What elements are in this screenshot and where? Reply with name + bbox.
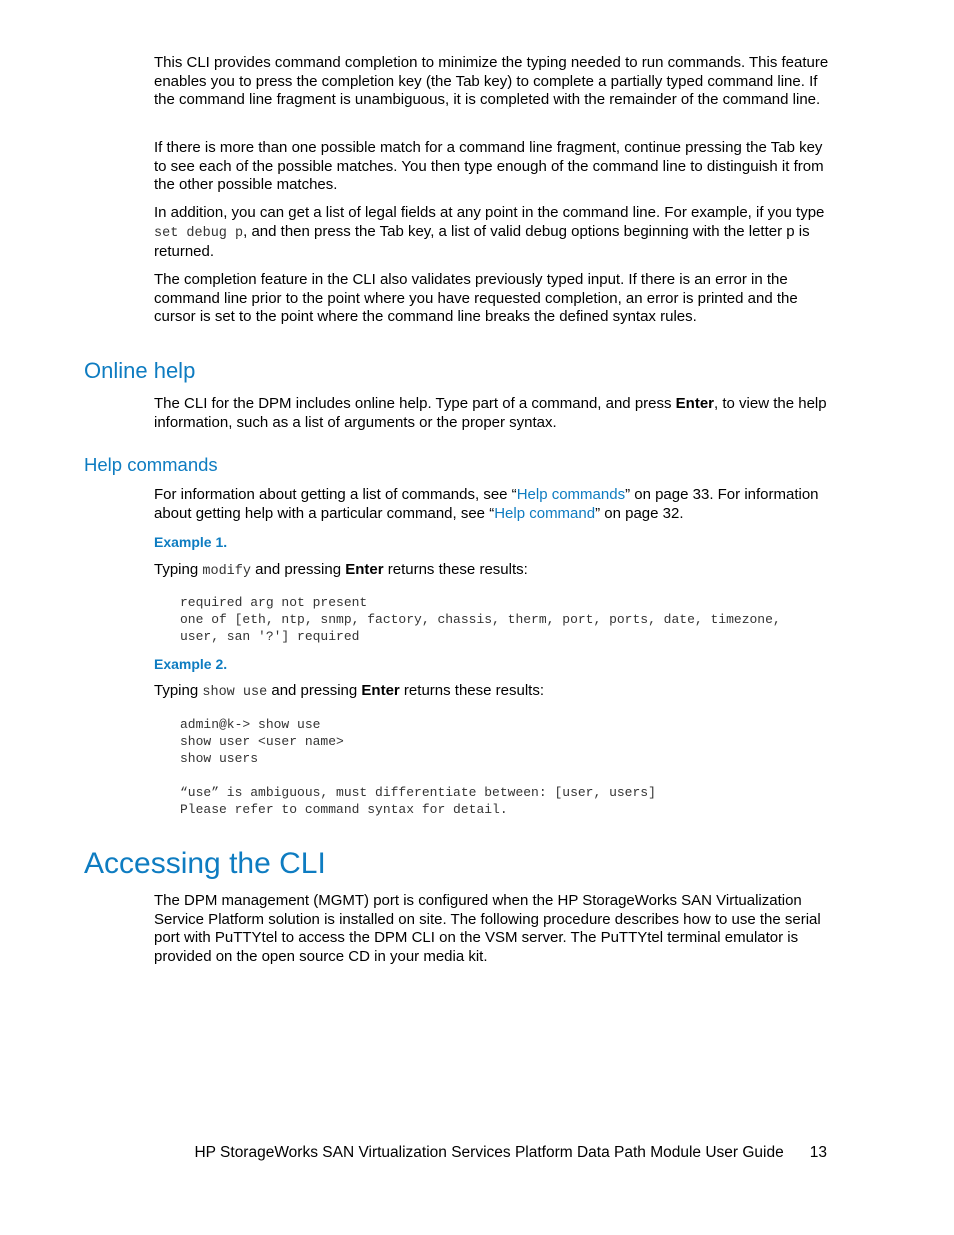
subsection-heading-help-commands: Help commands xyxy=(84,454,218,475)
example-1-label: Example 1. xyxy=(154,534,228,550)
example-2-description xyxy=(154,682,834,703)
intro-paragraph-4: The completion feature in the CLI also validates previously typed input. If there is an error in the command line prior to the point where you have requested completion, an error is printed and the cursor is set to the point where the command line breaks the defined syntax rules. xyxy=(154,271,798,326)
help-commands-paragraph xyxy=(154,486,834,523)
intro-paragraph-1: This CLI provides command completion to minimize the typing needed to run commands. This feature enables you to press the completion key (the Tab key) to complete a partially typed command line. If the command line fragment is unambiguous, it is completed with the remainder of the command line. xyxy=(154,54,829,109)
example-2-text-post: returns these results: xyxy=(399,682,544,699)
help-commands-text-2: ” on page 33. For information about getting help with a particular command, see “ xyxy=(154,486,819,522)
example-2-code-block: admin@k-> show use show user <user name> show users “use” is ambiguous, must differentiate between: [user, users] Please refer to command syntax for detail. xyxy=(180,717,656,817)
help-command-link[interactable]: Help command xyxy=(494,504,596,522)
intro-paragraph-2: If there is more than one possible match for a command line fragment, continue pressing the Tab key to see each of the possible matches. You then type enough of the command line to distinguish it from the other possible matches. xyxy=(154,139,824,194)
online-help-text-post: , to view the help information, such as a list of arguments or the proper syntax. xyxy=(154,395,827,431)
accessing-paragraph: The DPM management (MGMT) port is configured when the HP StorageWorks SAN Virtualization Service Platform solution is installed on site. The following procedure describes how to use the serial port with PuTTYtel to access the DPM CLI on the VSM server. The PuTTYtel terminal emulator is provided on the open source CD in your media kit. xyxy=(154,892,821,965)
page-number: 13 xyxy=(809,1144,827,1161)
footer-guide-title: HP StorageWorks SAN Virtualization Services Platform Data Path Module User Guide xyxy=(194,1144,784,1161)
inline-code-modify: modify xyxy=(202,564,251,579)
example-1-text-post: returns these results: xyxy=(383,561,528,578)
chapter-heading-accessing-the-cli: Accessing the CLI xyxy=(84,847,326,880)
enter-key-label: Enter xyxy=(675,395,715,412)
example-2-text-mid: and pressing xyxy=(267,682,362,699)
online-help-paragraph xyxy=(154,395,834,432)
help-commands-text-3: ” on page 32. xyxy=(595,504,684,522)
example-1-description xyxy=(154,561,834,582)
example-2-text-pre: Typing xyxy=(154,682,203,699)
inline-code-show-use: show use xyxy=(202,685,268,700)
online-help-text-pre: The CLI for the DPM includes online help. Type part of a command, and press xyxy=(154,395,676,412)
page-footer xyxy=(100,1143,827,1163)
example-1-code-block: required arg not present one of [eth, ntp, snmp, factory, chassis, therm, port, ports, date, timezone, user, san '?'] required xyxy=(180,595,781,644)
intro-p3-text-pre: In addition, you can get a list of legal fields at any point in the command line. For example, if you type xyxy=(154,204,825,221)
example-2-label: Example 2. xyxy=(154,656,228,672)
intro-paragraph-3 xyxy=(154,204,834,262)
inline-code-set-debug: set debug p xyxy=(154,225,244,241)
example-2-enter-key-label: Enter xyxy=(361,682,400,699)
example-1-text-mid: and pressing xyxy=(250,561,346,578)
section-heading-online-help: Online help xyxy=(84,358,196,383)
help-commands-text-1: For information about getting a list of commands, see “ xyxy=(154,486,517,503)
help-commands-link[interactable]: Help commands xyxy=(516,486,626,503)
example-1-enter-key-label: Enter xyxy=(345,561,384,578)
intro-p3-text-post: , and then press the Tab key, a list of valid debug options beginning with the letter p is returned. xyxy=(154,222,810,261)
example-1-text-pre: Typing xyxy=(154,561,203,578)
